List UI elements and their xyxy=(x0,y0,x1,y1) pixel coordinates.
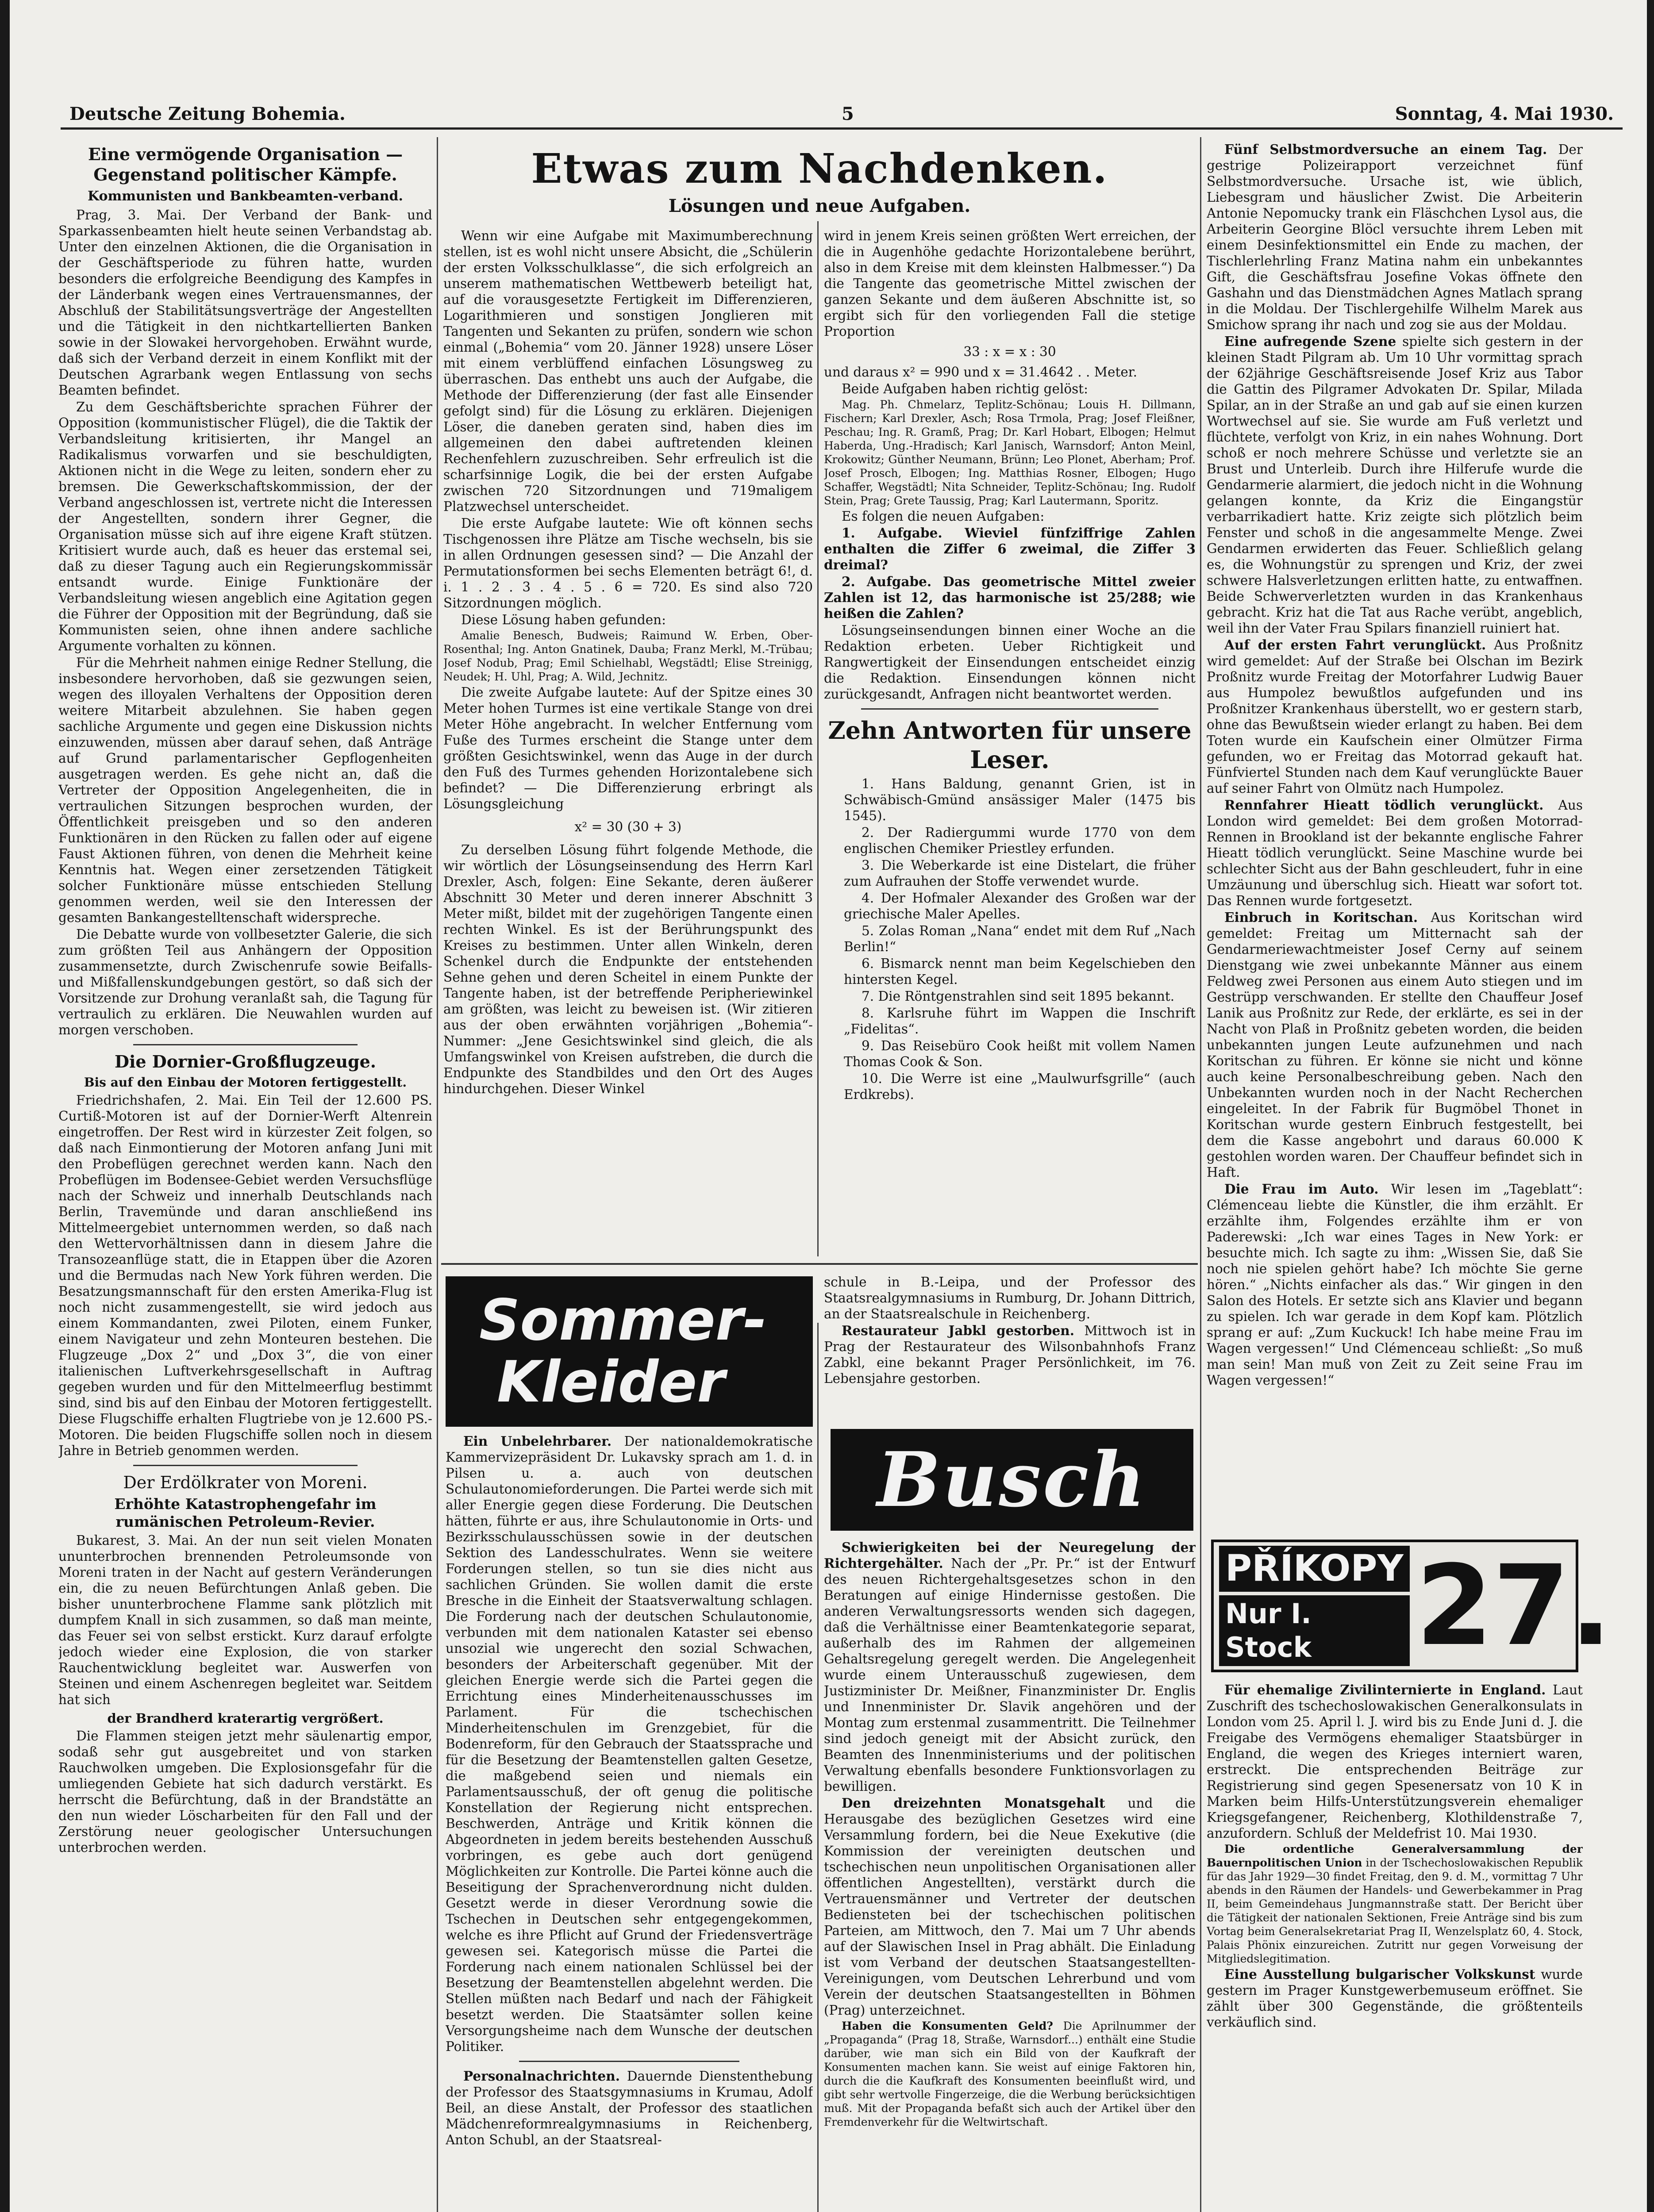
puzzle-column-b xyxy=(824,228,1196,1259)
list-item: 3. Die Weberkarde ist eine Distelart, die früher zum Aufrauhen der Stoffe verwendet wurde. xyxy=(844,858,1196,889)
puzzle-title: Etwas zum Nachdenken. xyxy=(531,145,1108,192)
ad-logo-text: Busch xyxy=(877,1436,1147,1524)
paragraph: Die zweite Aufgabe lautete: Auf der Spitze eines 30 Meter hohen Turmes ist eine vertikale Stange von drei Meter Höhe angebracht. In welcher Entfernung vom Fuße des Turmes erscheint die Stange unter dem größten Gesichtswinkel, wenn das Auge in der durch den Fuß des Turmes gehenden Horizontalebene sich befindet? — Die Differenzierung erbringt als Lösungsgleichung xyxy=(443,685,813,811)
item-title: Schwierigkeiten bei der Neuregelung der Richtergehälter. xyxy=(824,1540,1196,1571)
article-subhead: Kommunisten und Bankbeamten-verband. xyxy=(88,188,403,204)
paragraph: Lösungseinsendungen binnen einer Woche an die Redaktion erbeten. Ueber Richtigkeit und Rangwertigkeit der Einsendungen entscheidet einzig die Redaktion. Einsendungen können nicht zurückgesandt, Anfragen nicht beantwortet werden. xyxy=(824,623,1196,702)
newspaper-page xyxy=(10,0,1647,2212)
puzzle-header xyxy=(443,142,1196,219)
ad-text: Kleider xyxy=(497,1349,725,1415)
item-text: Aus Koritschan wird gemeldet: Freitag um Mitternacht sah der Gendarmeriewachtmeister Josef Cerny auf seinem Dienstgang wie zwei unbekannte Männer aus einem Feldweg zwei Personen aus einem Auto stiegen und im Gestrüpp verschwanden. Er stellte den Chauffeur Josef Lanik aus Proßnitz zur Rede, der erklärte, es sei in der Nacht von Plaß in Proßnitz gebeten worden, die beiden unbekannten jungen Leute aufzunehmen und nach Koritschan zu führen. Er könne sie nicht und könne auch keine Personalbeschreibung geben. Nach den Unbekannten wurden noch in der Nacht Recherchen eingeleitet. In der Fabrik für Bugmöbel Thonet in Koritschan wurde gestern Einbruch festgestellt, bei dem die Kasse angebohrt und daraus 60.000 K gestohlen worden waren. Der Chauffeur befindet sich in Haft. xyxy=(1207,910,1583,1180)
column-rule xyxy=(1200,137,1201,2212)
paragraph: Zu derselben Lösung führt folgende Methode, die wir wörtlich der Lösungseinsendung des Herrn Karl Drexler, Asch, folgen: Eine Sekante, deren äußerer Abschnitt 30 Meter und deren innerer Abschnitt 3 Meter mißt, bildet mit der zugehörigen Tangente einen rechten Winkel. Es ist der Berührungspunkt des Kreises zu bestimmen. Unter allen Winkeln, deren Schenkel durch die Endpunkte der entstehenden Sehne gehen und deren Scheitel in einem Punkte der Tangente haben, ist der betreffende Peripheriewinkel am größten, was leicht zu beweisen ist. (Wir zitieren aus der oben erwähnten vorjährigen „Bohemia“-Nummer: „Jene Gesichtswinkel sind gleich, die als Umfangswinkel von Kreisen aufstreben, die durch die Endpunkte des Standbildes und den Ort des Auges hindurchgehen. Dieser Winkel xyxy=(443,842,813,1096)
paragraph: Die erste Aufgabe lautete: Wie oft können sechs Tischgenossen ihre Plätze am Tische wechseln, bis sie in allen Ordnungen gesessen sind? — Die Anzahl der Permutationsformen bei sechs Elementen beträgt 6!, d. i. 1 . 2 . 3 . 4 . 5 . 6 = 720. Es sind also 720 Sitzordnungen möglich. xyxy=(443,516,813,611)
paragraph: Bukarest, 3. Mai. An der nun seit vielen Monaten ununterbrochen brennenden Petroleumsonde von Moreni traten in der Nacht auf gestern Veränderungen ein, die zu neuen Befürchtungen Anlaß geben. Die bisher ununterbrochene Flamme sank plötzlich mit dumpfem Knall in sich zusammen, so daß man meinte, das Feuer sei von selbst erstickt. Kurz darauf erfolgte jedoch wieder eine Explosion, die von starker Rauchentwicklung begleitet war. Auswerfen von Steinen und einem Aschenregen begleitet war. Seitdem hat sich xyxy=(58,1533,432,1707)
article-headline: Eine vermögende Organisation — Gegenstand politischer Kämpfe. xyxy=(88,144,403,184)
column-rule xyxy=(817,221,819,1256)
list-item: 4. Der Hofmaler Alexander des Großen war der griechische Maler Apelles. xyxy=(844,891,1196,922)
issue-date: Sonntag, 4. Mai 1930. xyxy=(1395,104,1614,124)
item-text: und die Herausgabe des bezüglichen Gesetzes wird eine Versammlung fordern, bei die Neue Exekutive (die Kommission der vereinigten deutschen und tschechischen neun unpolitischen Organisationen aller öffentlichen Angestellten), verstärkt durch die Vertrauensmänner und Vertreter der deutschen Bediensteten bei der tschechischen politischen Parteien, am Mittwoch, den 7. Mai um 7 Uhr abends auf der Slawischen Insel in Prag abhält. Die Einladung ist vom Verband der deutschen Staatsangestellten-Vereinigungen, vom Deutschen Lehrerbund und vom Verein der deutschen Staatsangestellten in Böhmen (Prag) unterzeichnet. xyxy=(824,1796,1196,2018)
item-title: Auf der ersten Fahrt verunglückt. xyxy=(1224,637,1486,653)
list-item: 6. Bismarck nennt man beim Kegelschieben den hintersten Kegel. xyxy=(844,956,1196,987)
item-text: wurde gestern im Prager Kunstgewerbemuseum eröffnet. Sie zählt über 300 Gegenstände, die größtenteils verkäuflich sind. xyxy=(1207,1967,1583,2030)
ad-sommer-kleider xyxy=(446,1276,813,1427)
masthead-line xyxy=(61,101,1623,130)
item-title: Die ordentliche Generalversammlung der Bauernpolitischen Union xyxy=(1207,1843,1583,1869)
item-title: Eine aufregende Szene xyxy=(1224,334,1396,349)
paragraph: Beide Aufgaben haben richtig gelöst: xyxy=(842,381,1089,396)
item-text: schule in B.-Leipa, und der Professor des Staatsrealgymnasiums in Rumburg, Dr. Johann Dittrich, an der Staatsrealschule in Reichenberg. xyxy=(824,1275,1196,1321)
paragraph: Wenn wir eine Aufgabe mit Maximumberechnung stellen, ist es wohl nicht unsere Absicht, die „Schülerin der ersten Volksschulklasse“, die sich erfolgreich an unserem mathematischen Wettbewerb beteiligt hat, auf die vorausgesetzte Fertigkeit im Differenzieren, Logarithmieren und sonstigen Jonglieren mit Tangenten und Sekanten zu prüfen, sondern wie schon einmal („Bohemia“ vom 20. Jänner 1928) unsere Löser mit einem verblüffend einfachen Lösungsweg zu überraschen. Das enthebt uns auch der Aufgabe, die Methode der Differenzierung (der fast alle Einsender gefolgt sind) für die Lösung zu erklären. Diejenigen Löser, die daneben geraten sind, haben dies im allgemeinen den dabei auftretenden kleinen Rechenfehlern zuzuschreiben. Sehr erfreulich ist die scharfsinnige Logik, die bei der ersten Aufgabe zwischen 720 Sitzordnungen und 719maligem Platzwechsel unterscheidet. xyxy=(443,228,813,514)
solver-list: Amalie Benesch, Budweis; Raimund W. Erben, Ober-Rosenthal; Ing. Anton Gnatinek, Dauba; Franz Merkl, M.-Trübau; Josef Nodub, Prag; Emil Schielhabl, Wegstädtl; Elise Streinigg, Neudek; H. Uhl, Prag; A. Wild, Jechnitz. xyxy=(443,629,813,683)
equation-result: und daraus x² = 990 und x = 31.4642 . . Meter. xyxy=(824,365,1138,380)
item-title: Für ehemalige Zivilinternierte in England. xyxy=(1224,1682,1546,1697)
list-item: 2. Der Radiergummi wurde 1770 von dem englischen Chemiker Priestley erfunden. xyxy=(844,825,1196,856)
column-rule xyxy=(817,1323,819,2212)
paragraph: wird in jenem Kreis seinen größten Wert erreichen, der die in Augenhöhe gedachte Horizontalebene berührt, also in dem Kreise mit dem kleinsten Halbmesser.“) Da die Tangente das geometrische Mittel zwischen der ganzen Sekante und dem äußeren Abschnitte ist, so ergibt sich für den vorliegenden Fall die stetige Proportion xyxy=(824,228,1196,339)
news-column-c xyxy=(446,1433,813,2212)
paragraph: Diese Lösung haben gefunden: xyxy=(461,612,666,627)
ad-floor: Nur I. Stock xyxy=(1219,1595,1410,1666)
new-task-2: 2. Aufgabe. Das geometrische Mittel zweier Zahlen ist 12, das harmonische ist 25/288; wie heißen die Zahlen? xyxy=(824,574,1196,621)
equation: x² = 30 (30 + 3) xyxy=(574,819,682,834)
item-text: Der nationaldemokratische Kammervizepräsident Dr. Lukavsky sprach am 1. d. in Pilsen u. a. auch von deutschen Schulautonomieforderungen. Die Partei werde sich mit aller Energie gegen diese Forderung. Die Deutschen hätten, führte er aus, ihre Schulautonomie in Orts- und Bezirksschulausschüssen sowie in der deutschen Sektion des Landesschulrates. Wenn sie weitere Forderungen stellen, so tun sie dies nicht aus sachlichen Gründen. Sie wollen damit die erste Bresche in die Einheit der Staatsverwaltung schlagen. Die Forderung nach der deutschen Schulautonomie, verbunden mit dem nationalen Kataster sei ebenso unsozial wie ungerecht den sozial Schwachen, besonders der Arbeiterschaft gegenüber. Mit der gleichen Energie werde sich die Partei gegen die Errichtung eines Minderheitenausschusses im Parlament. Für die tschechischen Minderheitenschulen im Grenzgebiet, für die Bodenreform, für den Gebrauch der Staatssprache und für die Besetzung der Beamtenstellen galten Gesetze, die maßgebend seien und niemals ein Parlamentsausschuß, der oft genug die politische Konstellation der Regierung nicht entsprechen. Beschwerden, Anträge und Kritik können die Abgeordneten in jedem bereits bestehenden Ausschuß vorbringen, es gebe auch dort genügend Möglichkeiten zur Kontrolle. Die Partei könne auch die Beseitigung der Sprachenverordnung nicht dulden. Gesetzt werde in dieser Verordnung sowie die Tschechen in Deutschen sehr entgegengekommen, welche es ihre Pflicht auf Grund der Friedensverträge gewesen sei. Kategorisch müsse die Partei die Forderung nach einem nationalen Schlüssel bei der Besetzung der Beamtenstellen abgelehnt werden. Die Stellen müßten nach Bedarf und nach der Fähigkeit besetzt werden. Die Staatsämter sollen keine Versorgungsheime nach dem Wunsche der deutschen Politiker. xyxy=(446,1434,813,2054)
right-column-lower xyxy=(1207,1681,1583,2212)
paragraph: Die Debatte wurde von vollbesetzter Galerie, die sich zum größten Teil aus Anhängern der Opposition zusammensetzte, durch Zwischenrufe sowie Beifalls- und Mißfallenskundgebungen gestört, so daß sich der Vorsitzende zur Drohung veranlaßt sah, die Tagung für vertraulich zu erklären. Die Neuwahlen wurden auf morgen verschoben. xyxy=(58,927,432,1037)
ad-prikopy xyxy=(1211,1540,1612,1672)
ad-street: PŘÍKOPY xyxy=(1219,1546,1410,1592)
divider xyxy=(133,1465,358,1466)
list-item: 7. Die Röntgenstrahlen sind seit 1895 bekannt. xyxy=(862,989,1175,1004)
ad-busch xyxy=(831,1429,1193,1531)
paragraph: Zu dem Geschäftsberichte sprachen Führer der Opposition (kommunistischer Flügel), die die Taktik der Verbandsleitung kritisierten, ihr Mangel an Radikalismus vorwarfen und sie beschuldigten, Aktionen nicht in die Wege zu leiten, sondern eher zu bremsen. Die Gewerkschaftskommission, der der Verband angeschlossen ist, vertrete nicht die Interessen der Angestellten, sondern ihrer Gegner, die Organisation müsse sich auf ihre eigene Kraft stützen. Kritisiert wurde auch, daß es heuer das erstemal sei, daß zu dieser Tagung auch ein Regierungskommissär entsandt wurde. Einige Funktionäre der Verbandsleitung wiesen angeblich eine Agitation gegen die Führer der Opposition mit der Begründung, daß sie Kommunisten seien, ohne ihnen andere sachliche Argumente vorhalten zu können. xyxy=(58,399,432,653)
paragraph: Die Flammen steigen jetzt mehr säulenartig empor, sodaß sehr gut ausgebreitet und von starken Rauchwolken umgeben. Die Explosionsgefahr für die umliegenden Gebiete hat sich dadurch verstärkt. Es herrscht die Befürchtung, daß in der Brandstätte an den nun wieder Löscharbeiten für den Fall und der Zerstörung neuer geologischer Untersuchungen unterbrochen werden. xyxy=(58,1728,432,1855)
item-text: Die Aprilnummer der „Propaganda“ (Prag 18, Straße, Warnsdorf...) enthält eine Studie darüber, wie man sich ein Bild von der Kaufkraft der Konsumenten machen kann. Sie weist auf einige Faktoren hin, durch die die Kaufkraft des Konsumenten beeinflußt wird, und gibt sehr wertvolle Fingerzeige, die die Werbung berücksichtigen muß. Mit der Propaganda befaßt sich auch der Artikel über den Fremdenverkehr für die Weltwirtschaft. xyxy=(824,2020,1196,2128)
paper-name: Deutsche Zeitung Bohemia. xyxy=(69,104,346,124)
item-text: in der Tschechoslowakischen Republik für das Jahr 1929—30 findet Freitag, den 9. d. M., vormittag 7 Uhr abends in den Räumen der Handels- und Gewerbekammer in Prag II, beim Gemeindehaus Jungmannstraße statt. Der Bericht über die Tätigkeit der nationalen Sektionen, Freie Anträge sind bis zum Vortag beim Generalsekretariat Prag II, Wenzelsplatz 60, 4. Stock, Palais Phönix einzureichen. Zutritt nur gegen Vorweisung der Mitgliedslegitimation. xyxy=(1207,1856,1583,1965)
list-item: 5. Zolas Roman „Nana“ endet mit dem Ruf „Nach Berlin!“ xyxy=(844,923,1196,954)
answers-headline: Zehn Antworten für unsere Leser. xyxy=(828,716,1192,774)
ad-text: Sommer- xyxy=(479,1287,767,1353)
article-subhead: Erhöhte Katastrophengefahr im rumänischen Petroleum-Revier. xyxy=(114,1495,377,1530)
article-headline: Die Dornier-Großflugzeuge. xyxy=(114,1052,377,1071)
left-column xyxy=(58,142,432,2212)
solver-list: Mag. Ph. Chmelarz, Teplitz-Schönau; Louis H. Dillmann, Fischern; Karl Drexler, Asch; Rosa Trmola, Prag; Josef Fleißner, Peschau; Ing. R. Gramß, Prag; Dr. Karl Hobart, Elbogen; Helmut Haberda, Ung.-Hradisch; Karl Janisch, Warnsdorf; Anton Meinl, Krokowitz; Günther Neumann, Brünn; Leo Plonet, Aberham; Prof. Josef Prosch, Elbogen; Ing. Matthias Rosner, Elbogen; Hugo Schaffer, Wegstädtl; Nita Schneider, Teplitz-Schönau; Ing. Rudolf Stein, Prag; Grete Taussig, Prag; Karl Lautermann, Sporitz. xyxy=(824,398,1196,507)
right-column xyxy=(1207,142,1583,1526)
divider xyxy=(519,2061,739,2062)
section-subhead: der Brandherd kraterartig vergrößert. xyxy=(107,1711,384,1726)
item-text: Wir lesen im „Tageblatt“: Clémenceau liebte die Künstler, die ihm erzählt. Er erzählte ihm, Folgendes erzählte ihm er von Paderewski: „Ich war eines Tages in New York: er besuchte mich. Ich sagte zu ihm: „Wissen Sie, daß Sie noch nie spielen gehört habe? Ich möchte Sie gerne hören.“ „Nichts einfacher als das.“ Wir gingen in den Salon des Hotels. Er setzte sich ans Klavier und begann zu spielen. Ich war gerade in dem Kopf kam. Plötzlich sprang er auf: „Zum Kuckuck! Ich habe meine Frau im Wagen vergessen!“ Und Clémenceau schließt: „So muß man sein! Man muß von Zeit zu Zeit seine Frau im Wagen vergessen!“ xyxy=(1207,1182,1583,1388)
list-item: 8. Karlsruhe führt im Wappen die Inschrift „Fidelitas“. xyxy=(844,1006,1196,1037)
item-title: Haben die Konsumenten Geld? xyxy=(842,2020,1053,2032)
item-text: Aus London wird gemeldet: Bei dem großen Motorrad-Rennen in Brookland ist der bekannte englische Fahrer Hieatt tödlich verunglückt. Seine Maschine wurde bei schlechter Sicht aus der Bahn geschleudert, fuhr in eine Umzäunung und überschlug sich. Hieatt war sofort tot. Das Rennen wurde fortgesetzt. xyxy=(1207,798,1583,908)
column-rule xyxy=(437,137,438,2212)
item-title: Einbruch in Koritschan. xyxy=(1224,910,1418,925)
article-subhead: Bis auf den Einbau der Motoren fertiggestellt. xyxy=(84,1075,407,1090)
answers-list xyxy=(824,776,1196,1102)
item-title: Fünf Selbstmordversuche an einem Tag. xyxy=(1224,142,1547,157)
ad-text-block xyxy=(1219,1546,1410,1666)
list-item: 10. Die Werre ist eine „Maulwurfsgrille“ (auch Erdkrebs). xyxy=(844,1071,1196,1102)
item-text: Dauernde Dienstenthebung der Professor des Staatsgymnasiums in Krumau, Adolf Beil, an diese Anstalt, der Professor des staatlichen Mädchenreformrealgymnasiums in Reichenberg, Anton Schubl, an der Staatsreal- xyxy=(446,2069,813,2147)
item-title: Ein Unbelehrbarer. xyxy=(463,1433,612,1449)
item-title: Die Frau im Auto. xyxy=(1224,1181,1379,1197)
item-title: Personalnachrichten. xyxy=(463,2068,620,2084)
item-text: Aus Proßnitz wird gemeldet: Auf der Straße bei Olschan im Bezirk Proßnitz wurde Freitag der Motorfahrer Ludwig Bauer aus Humpolez bewußtlos aufgefunden und ins Proßnitzer Krankenhaus überstellt, wo er gestern starb, ohne das Bewußtsein wieder erlangt zu haben. Bei dem Toten wurde ein Kaufschein einer Olmützer Firma gefunden, wo er Freitag das Motorrad gekauft hat. Fünfviertel Stunden nach dem Kauf verunglückte Bauer auf seiner Fahrt von Olmütz nach Humpolez. xyxy=(1207,637,1583,796)
paragraph: Friedrichshafen, 2. Mai. Ein Teil der 12.600 PS. Curtiß-Motoren ist auf der Dornier-Werft Altenrein eingetroffen. Der Rest wird in kürzester Zeit folgen, so daß nach Einmontierung der Motoren anfang Juni mit den Probeflügen gerechnet werden kann. Nach den Probeflügen im Bodensee-Gebiet werden Versuchsflüge nach der Schweiz und innerhalb Deutschlands nach Berlin, Travemünde und daran anschließend ins Mittelmeergebiet unternommen werden, so daß nach den Wettervorhältnissen dann in diesem Jahre die Transozeanflüge statt, die in Etappen über die Azoren und die Bermudas nach New York führen werden. Die Besatzungsmannschaft für den ersten Amerika-Flug ist noch nicht zusammengestellt, sie wird jedoch aus einem Kommandanten, zwei Piloten, einem Funker, einem Navigateur und zehn Monteuren bestehen. Die Flugzeuge „Dox 2“ und „Dox 3“, die von einer italienischen Luftverkehrsgesellschaft in Auftrag gegeben wurden und für den Mittelmeerflug bestimmt sind, sind bis auf den Einbau der Motoren fertiggestellt. Diese Flugschiffe erhalten Flugtriebe von je 12.600 PS.-Motoren. Die beiden Flugschiffe sollen noch in diesem Jahre in Betrieb genommen werden. xyxy=(58,1093,432,1458)
new-task-1: 1. Aufgabe. Wieviel fünfziffrige Zahlen enthalten die Ziffer 6 zweimal, die Ziffer 3 dreimal? xyxy=(824,525,1196,572)
item-title: Den dreizehnten Monatsgehalt xyxy=(842,1795,1105,1811)
paragraph: Es folgen die neuen Aufgaben: xyxy=(842,509,1045,524)
puzzle-column-a xyxy=(443,228,813,1259)
section-divider xyxy=(441,1263,1198,1265)
item-text: Nach der „Pr. Pr.“ ist der Entwurf des neuen Richtergehaltsgesetzes schon in den Beratungen auf einige Hindernisse gestoßen. Die anderen Verwaltungsressorts wenden sich dagegen, daß die Verhältnisse einer Beamtenkategorie separat, außerhalb des im Rahmen der allgemeinen Gehaltsregelung geregelt werden. Die Angelegenheit wurde einem Unterausschuß zugewiesen, dem Justizminister Dr. Meißner, Finanzminister Dr. Englis und Innenminister Dr. Slavik angehören und der Montag zum erstenmal zusammentritt. Die Teilnehmer sind jedoch geneigt mit der Absicht zurück, den Beamten des Innenministeriums und der politischen Verwaltung ebenfalls besondere Funktionsvorlagen zu bewilligen. xyxy=(824,1556,1196,1794)
paragraph: Prag, 3. Mai. Der Verband der Bank- und Sparkassenbeamten hielt heute seinen Verbandstag ab. Unter den einzelnen Aktionen, die die Organisation in der Geschäftsperiode zu führen hatte, wurden besonders die erfolgreiche Beendigung des Kampfes in der Länderbank wegen eines Vertrauensmannes, der Abschluß der Stabilitätsungsverträge der Angestellten und die Tätigkeit in den nichtkartellierten Banken sowie in der Slowakei hervorgehoben. Erwähnt wurde, daß sich der Verband derzeit in einem Konflikt mit der Deutschen Agrarbank wegen Entlassung von sechs Beamten befindet. xyxy=(58,207,432,398)
article-headline: Der Erdölkrater von Moreni. xyxy=(123,1473,368,1492)
item-text: Mittwoch ist in Prag der Restaurateur des Wilsonbahnhofs Franz Zabkl, eine bekannt Prager Persönlichkeit, im 76. Lebensjahre gestorben. xyxy=(824,1323,1196,1386)
item-text: spielte sich gestern in der kleinen Stadt Pilgram ab. Um 10 Uhr vormittag sprach der 62jährige Geschäftsreisende Josef Kriz aus Tabor die Gattin des Pilgramer Advokaten Dr. Spilar, Milada Spilar, an in der Straße an und gab auf sie einen kurzen Wortwechsel auf sie. Sie wurde am Fuß verletzt und flüchtete, verfolgt von Kriz, in ein nahes Wohnung. Dort schoß er noch mehrere Schüsse und verletzte sie an Brust und Unterleib. Durch ihre Hilferufe wurde die Gendarmerie alarmiert, die jedoch nicht in die Wohnung gelangen konnte, da Kriz die Eingangstür verbarrikadiert hatte. Kriz zeigte sich plötzlich beim Fenster und schoß in die angesammelte Menge. Zwei Gendarmen erwiderten das Feuer. Schließlich gelang es, die Wohnungstür zu sprengen und Kriz, der zwei schwere Halsverletzungen erlitten hatte, zu entwaffnen. Beide Schwerverletzten wurden in das Krankenhaus gebracht. Kriz hat die Tat aus Rache verübt, angeblich, weil ihn der Vater Frau Spilars finanziell ruiniert hat. xyxy=(1207,334,1583,636)
item-title: Restaurateur Jabkl gestorben. xyxy=(842,1323,1075,1338)
paragraph: Für die Mehrheit nahmen einige Redner Stellung, die insbesondere hervorhoben, daß sie gezwungen seien, wegen des illoyalen Verhaltens der Opposition deren weitere Mitarbeit abzulehnen. Sie haben gegen sachliche Argumente und gegen eine Diskussion nichts einzuwenden, müssen aber darauf sehen, daß Anträge auf Grund parlamentarischer Gepflogenheiten ausgetragen werden. Es gehe nicht an, daß die Vertreter der Opposition Angelegenheiten, die in vertraulichen Sitzungen besprochen wurden, der Öffentlichkeit preisgeben und so den anderen Funktionären in den Rücken zu fallen oder auf eigene Faust Aktionen führen, von denen die Mehrheit keine Kenntnis hat. Wegen einer zersetzenden Tätigkeit solcher Funktionäre müsse entschieden Stellung genommen werden, weil sie den Interessen der gesamten Bankangestelltenschaft widerspreche. xyxy=(58,655,432,925)
puzzle-subtitle: Lösungen und neue Aufgaben. xyxy=(668,196,971,216)
item-text: Der gestrige Polizeirapport verzeichnet fünf Selbstmordversuche. Ursache ist, wie üblich, Liebesgram und häuslicher Zwist. Die Arbeiterin Antonie Nepomucky trank ein Fläschchen Lysol aus, die Arbeiterin Georgine Blöcl versuchte ihrem Leben mit einem Desinfektionsmittel ein Ende zu machen, der Tischlerlehrling Franz Matina nahm ein unbekanntes Gift, die Geschäftsfrau Josefine Vokas öffnete den Gashahn und das Dienstmädchen Agnes Matlach sprang in die Moldau. Der Tischlergehilfe Wilhelm Marek aus Smichow sprang ihr nach und zog sie aus der Moldau. xyxy=(1207,142,1583,332)
divider xyxy=(861,708,1158,710)
equation: 33 : x = x : 30 xyxy=(963,344,1056,359)
item-title: Rennfahrer Hieatt tödlich verunglückt. xyxy=(1224,797,1544,813)
divider xyxy=(133,1044,358,1045)
news-column-d xyxy=(824,1540,1196,2212)
ad-number: 27. xyxy=(1416,1541,1612,1670)
list-item: 1. Hans Baldung, genannt Grien, ist in Schwäbisch-Gmünd ansässiger Maler (1475 bis 1545). xyxy=(844,776,1196,823)
item-title: Eine Ausstellung bulgarischer Volkskunst xyxy=(1224,1966,1535,1982)
news-column-d-top xyxy=(824,1274,1196,1420)
page-number: 5 xyxy=(842,104,854,124)
item-text: Laut Zuschrift des tschechoslowakischen Generalkonsulats in London vom 25. April l. J. wird bis zu Ende Juni d. J. die Freigabe des Vermögens ehemaliger Staatsbürger in England, die wegen des Krieges interniert waren, erstreckt. Die entsprechenden Beiträge zur Registrierung sind gegen Spesenersatz von 10 K in Marken beim Hilfs-Unterstützungsverein ehemaliger Kriegsgefangener, Reichenberg, Klothildenstraße 7, anzufordern. Schluß der Meldefrist 10. Mai 1930. xyxy=(1207,1682,1583,1841)
list-item: 9. Das Reisebüro Cook heißt mit vollem Namen Thomas Cook & Son. xyxy=(844,1038,1196,1069)
